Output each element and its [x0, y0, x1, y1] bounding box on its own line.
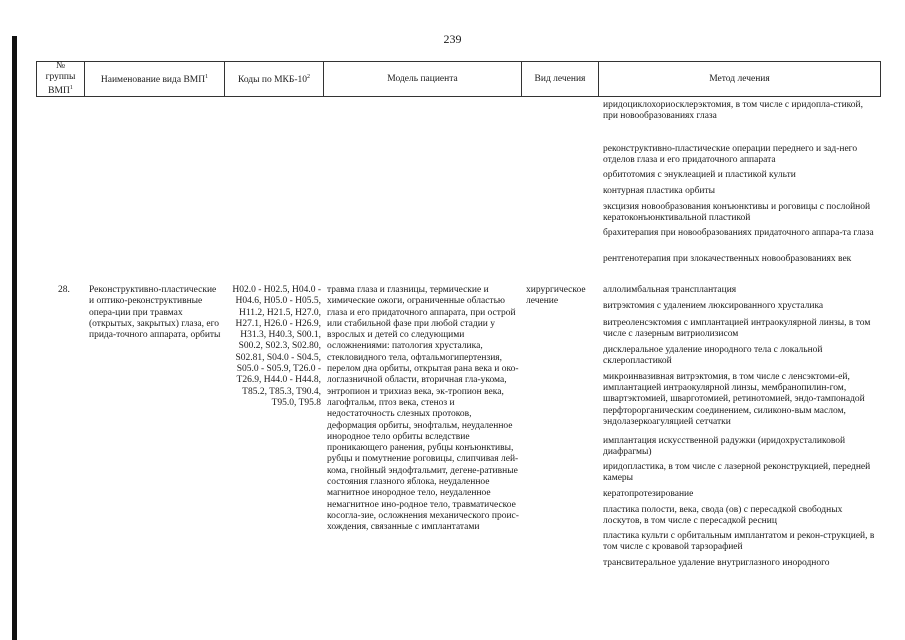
method-item: пластика полости, века, свода (ов) с пересадкой свободных лоскутов, в том числе с пересадкой ресниц: [603, 505, 843, 527]
method-item: контурная пластика орбиты: [603, 186, 716, 196]
method-item: трансвитеральное удаление внутриглазного инородного: [603, 558, 830, 568]
method-item: иридоциклохориосклерэктомия, в том числе с иридопла-стикой, при новообразованиях глаза: [603, 100, 863, 122]
method-item: реконструктивно-пластические операции переднего и зад-него отделов глаза и его придаточного аппарата: [603, 144, 858, 166]
page-number: 239: [443, 32, 462, 46]
method-item: эксцизия новообразования конъюнктивы и роговицы с послойной кератоконъюнктивальной пластикой: [603, 202, 871, 224]
method-item: иридопластика, в том числе с лазерной реконструкцией, передней камеры: [603, 462, 871, 484]
header-icd-codes-label: Коды по МКБ-$10^2$: [237, 73, 311, 86]
method-item: брахитерапия при новообразованиях придаточного аппара-та глаза: [603, 228, 874, 238]
method-item: витрэктомия с удалением люксированного хрусталика: [603, 301, 824, 311]
method-item: пластика культи с орбитальным имплантатом и рекон-струкцией, в том числе с кровавой тарзорафией: [603, 531, 875, 553]
method-item: орбитотомия с энуклеацией и пластикой культи: [603, 170, 796, 180]
method-item: аллолимбальная трансплантация: [603, 285, 737, 295]
header-treatment-method-label: Метод лечения: [709, 73, 770, 84]
header-patient-model-label: Модель пациента: [387, 73, 458, 84]
method-item: витреоленсэктомия с имплантацией интраокулярной линзы, в том числе с лазерным витриолизисом: [603, 318, 871, 340]
method-item: дисклеральное удаление инородного тела с локальной склеропластикой: [603, 345, 823, 367]
row-number: 28.: [58, 285, 70, 295]
method-item: кератопротезирование: [603, 489, 694, 499]
method-item: рентгенотерапия при злокачественных новообразованиях век: [603, 254, 852, 264]
header-vmp-name-label: Наименование вида ВМП$^1$: [100, 73, 209, 86]
method-item: микроинвазивная витрэктомия, в том числе с ленсэктоми-ей, имплантацией интраокулярной линзы, мембранопилин-гом, швартэктомией, шварготомией, ретинотомией, эндо-тампонадой перфторорганическим соединением, силиконо-вым маслом, эндолазеркоагуляцией сетчатки: [603, 372, 865, 427]
header-patient-model: [323, 61, 521, 97]
treatment-type: хирургическое лечение: [526, 285, 586, 307]
header-treatment-method: [598, 61, 881, 97]
method-item: имплантация искусственной радужки (иридохрусталиковой диафрагмы): [603, 436, 846, 458]
header-treatment-type-label: Вид лечения: [534, 73, 586, 84]
header-group-number-label: № группы ВМП$^1$: [45, 60, 76, 97]
header-icd-codes: [224, 61, 323, 97]
header-vmp-name: [84, 61, 224, 97]
icd-codes: H02.0 - H02.5, H04.0 - H04.6, H05.0 - H05.5, H11.2, H21.5, H27.0, H27.1, H26.0 - H26.9, H31.3, H40.3, S00.1, S00.2, S02.3, S02.80, S02.81, S04.0 - S04.5, S05.0 - S05.9, T26.0 - T26.9, H44.0 - H44.8, T85.2, T85.3, T90.4, T95.0, T95.8: [232, 285, 321, 408]
header-group-number: [36, 61, 84, 97]
header-treatment-type: [521, 61, 598, 97]
scan-edge-bar: [12, 36, 17, 640]
patient-model: травма глаза и глазницы, термические и химические ожоги, ограниченные областью глаза и его придаточного аппарата, при острой или стабильной фазе при любой стадии у взрослых и детей со следующими осложнениями: патология хрусталика, стекловидного тела, офтальмогипертензия, перелом дна орбиты, открытая рана века и око-логлазничной области, вторичная гла-укома, энтропион и трихиаз века, эк-тропион века, лагофтальм, птоз века, стеноз и недостаточность слезных протоков, деформация орбиты, энофтальм, неудаленное инородное тело орбиты вследствие проникающего ранения, рубцы конъюнктивы, рубцы и помутнение роговицы, слипчивая лей-кома, гнойный эндофтальмит, дегене-ративные состояния глазного яблока, неудаленное магнитное инородное тело, неудаленное немагнитное ино-родное тело, травматическое косогла-зие, осложнения механического проис-хождения, связанные с имплантатами: [327, 285, 519, 533]
vmp-name: Реконструктивно-пластические и оптико-реконструктивные опера-ции при травмах (открытых, закрытых) глаза, его прида-точного аппарата, орбиты: [89, 285, 221, 341]
